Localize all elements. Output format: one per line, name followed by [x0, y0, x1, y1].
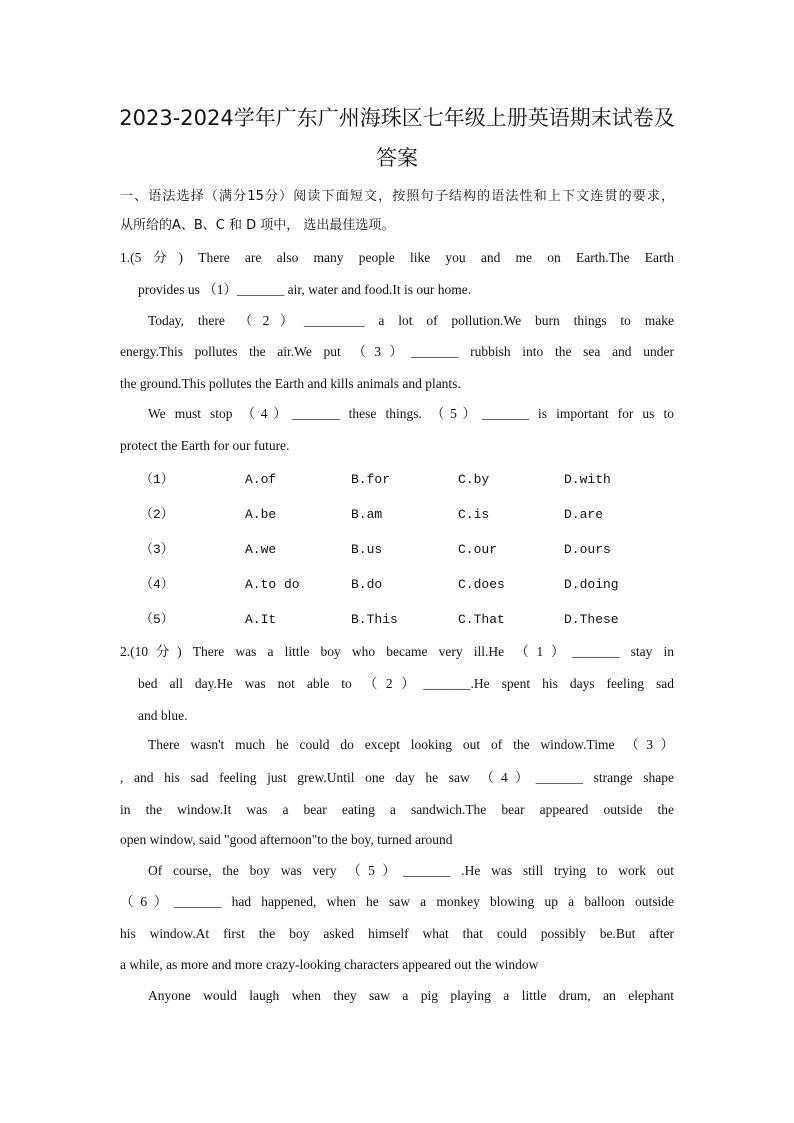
option-a: A.It: [245, 612, 277, 627]
option-b: B.for: [351, 472, 391, 487]
question-text: , and his sad feeling just grew.Until one day he saw （4）_______ strange shape: [120, 770, 674, 785]
question-text: and blue.: [138, 708, 188, 723]
question-text: a while, as more and more crazy-looking characters appeared out the window: [120, 957, 539, 972]
question-text: Today, there （2）_________ a lot of pollution.We burn things to make: [148, 313, 674, 328]
option-b: B.us: [351, 542, 383, 557]
question-text: energy.This pollutes the air.We put （3）_______ rubbish into the sea and under: [120, 344, 674, 359]
option-number: （5）: [140, 612, 174, 627]
question-text: There wasn't much he could do except looking out of the window.Time （3）: [148, 737, 674, 752]
page-title: 2023-2024学年广东广州海珠区七年级上册英语期末试卷及: [119, 106, 675, 130]
option-c: C.our: [458, 542, 498, 557]
option-number: （2）: [140, 507, 174, 522]
question-text: open window, said "good afternoon"to the boy, turned around: [120, 832, 453, 847]
question-text: Of course, the boy was very （5）_______ .He was still trying to work out: [148, 863, 674, 878]
option-c: C.does: [458, 577, 505, 592]
question-text: provides us （1）_______ air, water and food.It is our home.: [138, 282, 472, 297]
option-a: A.to do: [245, 577, 300, 592]
section-heading: 从所给的A、B、C 和 D 项中， 选出最佳选项。: [120, 218, 395, 233]
option-c: C.is: [458, 507, 490, 522]
question-text: （6）_______ had happened, when he saw a monkey blowing up a balloon outside: [120, 894, 674, 909]
option-row: [0, 576, 794, 594]
option-c: C.by: [458, 472, 490, 487]
option-d: D.ours: [564, 542, 611, 557]
option-d: D.These: [564, 612, 619, 627]
question-text: We must stop （4）_______ these things. （5）_______ is important for us to: [148, 406, 674, 421]
option-b: B.am: [351, 507, 383, 522]
option-row: [0, 506, 794, 524]
option-a: A.of: [245, 472, 277, 487]
option-number: （1）: [140, 472, 174, 487]
option-number: （3）: [140, 542, 174, 557]
page-title-continued: 答案: [376, 146, 418, 170]
question-text: his window.At first the boy asked himself what that could possibly be.But after: [120, 926, 674, 941]
question-text: 2.(10分) There was a little boy who became very ill.He （1）_______ stay in: [120, 644, 674, 659]
option-row: [0, 541, 794, 559]
option-d: D.with: [564, 472, 611, 487]
option-row: [0, 611, 794, 629]
option-a: A.we: [245, 542, 277, 557]
option-b: B.do: [351, 577, 383, 592]
question-text: protect the Earth for our future.: [120, 438, 290, 453]
section-heading: 一、语法选择（满分15分）阅读下面短文，按照句子结构的语法性和上下文连贯的要求，: [120, 189, 674, 204]
question-text: the ground.This pollutes the Earth and kills animals and plants.: [120, 376, 461, 391]
option-d: D.doing: [564, 577, 619, 592]
option-b: B.This: [351, 612, 398, 627]
option-number: （4）: [140, 577, 174, 592]
question-text: in the window.It was a bear eating a sandwich.The bear appeared outside the: [120, 802, 674, 817]
option-a: A.be: [245, 507, 277, 522]
option-d: D.are: [564, 507, 604, 522]
question-text: Anyone would laugh when they saw a pig playing a little drum, an elephant: [148, 988, 674, 1003]
question-text: 1.(5分) There are also many people like you and me on Earth.The Earth: [120, 250, 674, 265]
option-c: C.That: [458, 612, 505, 627]
question-text: bed all day.He was not able to （2）_______.He spent his days feeling sad: [138, 676, 674, 691]
option-row: [0, 471, 794, 489]
